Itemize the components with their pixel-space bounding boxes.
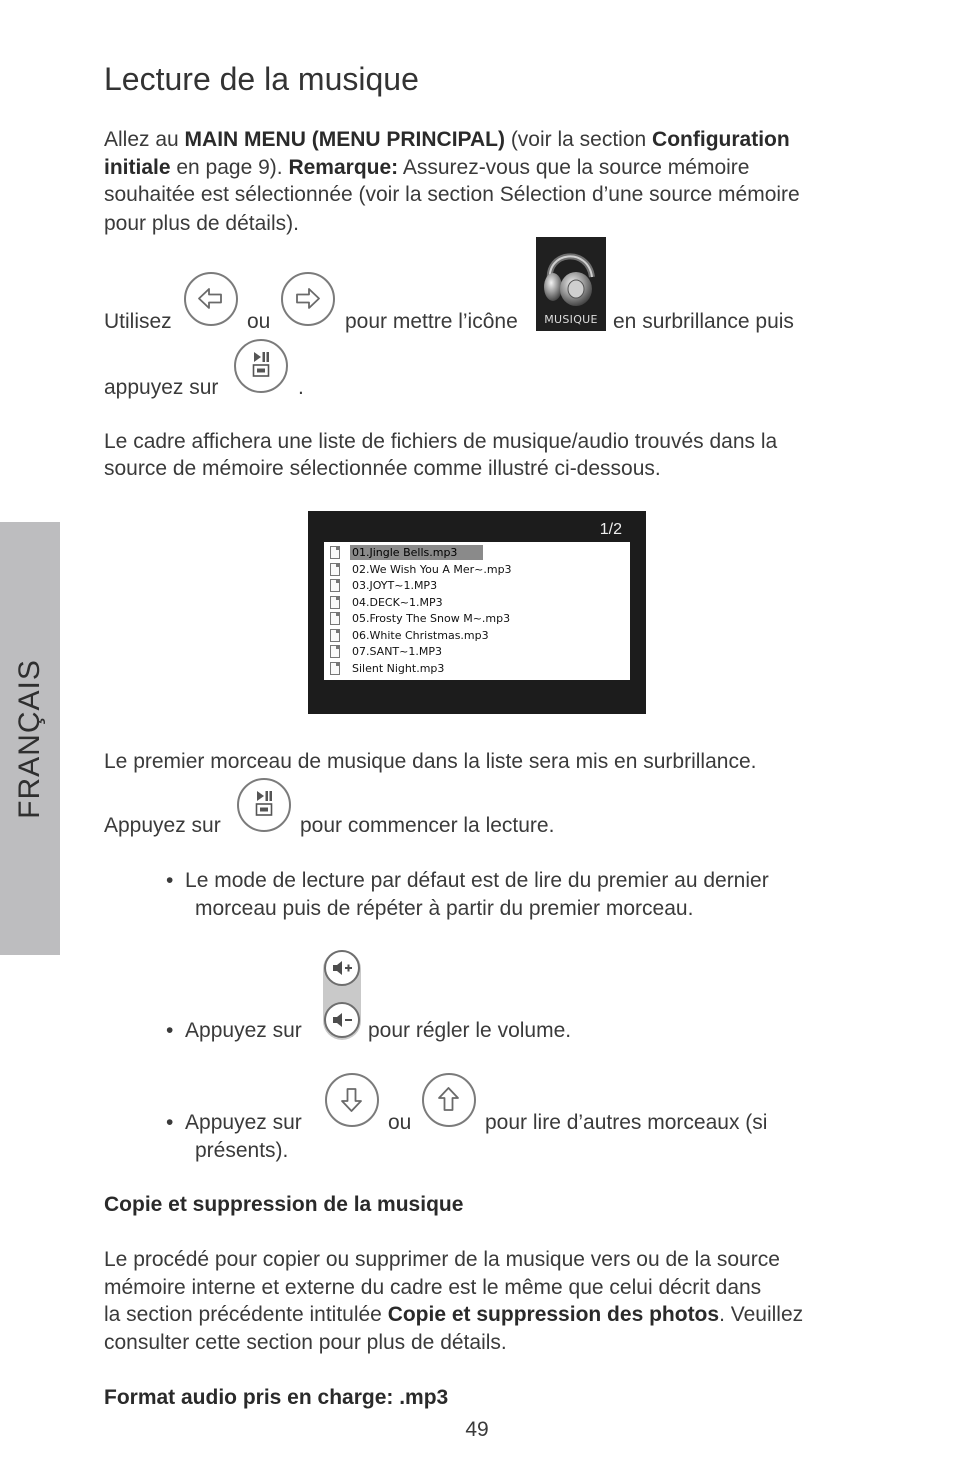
pour-mettre-text: pour mettre l’icône — [345, 310, 518, 333]
page-number: 49 — [465, 1418, 489, 1441]
up-arrow-icon — [424, 1075, 473, 1124]
volume-buttons — [323, 950, 361, 1040]
down-arrow-button[interactable] — [325, 1073, 379, 1127]
bullet-autres-b: pour lire d’autres morceaux (si — [485, 1111, 768, 1134]
language-tab — [0, 522, 60, 955]
bullet-volume-b: pour régler le volume. — [368, 1019, 572, 1042]
bullet-text: Le mode de lecture par défaut est de lire du premier au dernier — [185, 869, 769, 892]
copie-text: la section précédente intitulée — [104, 1303, 388, 1326]
format-text: Format audio pris en charge: .mp3 — [104, 1386, 449, 1409]
page-indicator: 1/2 — [599, 521, 622, 538]
file-name: 01.Jingle Bells.mp3 — [350, 545, 483, 560]
copie-text: . Veuillez — [719, 1303, 804, 1326]
intro-line-1 — [104, 126, 790, 154]
file-icon — [330, 662, 340, 675]
file-icon — [330, 612, 340, 625]
intro-text: Allez au — [104, 128, 185, 151]
bullet-autres: • Appuyez sur — [166, 1111, 302, 1134]
bullet-mode-line-2: morceau puis de répéter à partir du premier morceau. — [195, 897, 694, 920]
headphones-icon — [536, 237, 606, 317]
volume-up-icon — [326, 952, 358, 984]
main-menu-label: MAIN MENU (MENU PRINCIPAL) — [184, 128, 505, 151]
cadre-line-1: Le cadre affichera une liste de fichiers de musique/audio trouvés dans la — [104, 430, 778, 453]
bullet-autres-ou: ou — [388, 1111, 412, 1134]
volume-up-button[interactable] — [324, 950, 360, 986]
appuyez-sur-text: appuyez sur — [104, 376, 219, 399]
bullet-mode: • Le mode de lecture par défaut est de lire du premier au dernier — [166, 869, 769, 892]
left-arrow-button[interactable] — [184, 272, 238, 326]
intro-text: (voir la section — [504, 128, 653, 151]
utilisez-text: Utilisez — [104, 310, 172, 333]
language-label: FRANÇAIS — [13, 658, 46, 819]
bullet-autres-line-2: présents). — [195, 1139, 289, 1162]
file-icon — [330, 645, 340, 658]
file-list — [324, 542, 630, 680]
bullet-text: Appuyez sur — [185, 1019, 302, 1042]
music-menu-icon — [536, 237, 606, 331]
format-note — [104, 1384, 448, 1412]
cadre-line-2: source de mémoire sélectionnée comme illustré ci-dessous. — [104, 457, 661, 480]
appuyez-commencer-b: pour commencer la lecture. — [300, 814, 555, 837]
appuyez-commencer-a: Appuyez sur — [104, 814, 221, 837]
premier-text: Le premier morceau de musique dans la liste sera mis en surbrillance. — [104, 750, 757, 773]
play-pause-button[interactable] — [234, 339, 288, 393]
up-arrow-button[interactable] — [422, 1073, 476, 1127]
config-label: Configuration — [652, 128, 790, 151]
intro-line-3: souhaitée est sélectionnée (voir la section Sélection d’une source mémoire — [104, 183, 800, 206]
file-icon — [330, 579, 340, 592]
copie-line-1: Le procédé pour copier ou supprimer de la musique vers ou de la source — [104, 1248, 780, 1271]
volume-down-icon — [326, 1004, 358, 1036]
right-arrow-button[interactable] — [281, 272, 335, 326]
bullet-volume: • Appuyez sur — [166, 1019, 302, 1042]
copie-heading-text: Copie et suppression de la musique — [104, 1193, 464, 1216]
file-name: 05.Frosty The Snow M~.mp3 — [352, 612, 511, 625]
file-list-screenshot — [308, 511, 646, 714]
file-name: 06.White Christmas.mp3 — [352, 628, 489, 642]
down-arrow-icon — [327, 1075, 376, 1124]
copie-line-4: consulter cette section pour plus de détails. — [104, 1331, 507, 1354]
bullet-text: Appuyez sur — [185, 1111, 302, 1134]
intro-text: en page 9). — [170, 156, 289, 179]
file-name: 07.SANT~1.MP3 — [352, 645, 442, 658]
play-pause-icon — [239, 780, 288, 829]
left-arrow-icon — [186, 274, 235, 323]
play-pause-button[interactable] — [237, 778, 291, 832]
music-icon-label: MUSIQUE — [544, 313, 598, 326]
period-text: . — [298, 376, 304, 399]
remarque-label: Remarque: — [288, 156, 399, 179]
config-label-cont: initiale — [104, 156, 171, 179]
file-name: 03.JOYT~1.MP3 — [352, 579, 438, 592]
page-title: Lecture de la musique — [104, 61, 419, 97]
volume-down-button[interactable] — [324, 1002, 360, 1038]
intro-line-2 — [104, 154, 749, 182]
file-icon — [330, 629, 340, 642]
copie-line-3 — [104, 1301, 803, 1329]
play-pause-icon — [236, 341, 285, 390]
file-name: 02.We Wish You A Mer~.mp3 — [352, 562, 512, 576]
right-arrow-icon — [283, 274, 332, 323]
copie-line-2: mémoire interne et externe du cadre est le même que celui décrit dans — [104, 1276, 762, 1299]
file-icon — [330, 546, 340, 559]
intro-text: Assurez-vous que la source mémoire — [398, 156, 750, 179]
file-name: Silent Night.mp3 — [352, 661, 445, 675]
copie-photos-ref: Copie et suppression des photos — [387, 1303, 720, 1326]
file-name: 04.DECK~1.MP3 — [352, 595, 443, 609]
en-surbrillance-text: en surbrillance puis — [613, 310, 794, 333]
ou-text: ou — [247, 310, 271, 333]
intro-line-4: pour plus de détails). — [104, 212, 299, 235]
copie-heading — [104, 1191, 463, 1219]
file-icon — [330, 563, 340, 576]
file-icon — [330, 596, 340, 609]
